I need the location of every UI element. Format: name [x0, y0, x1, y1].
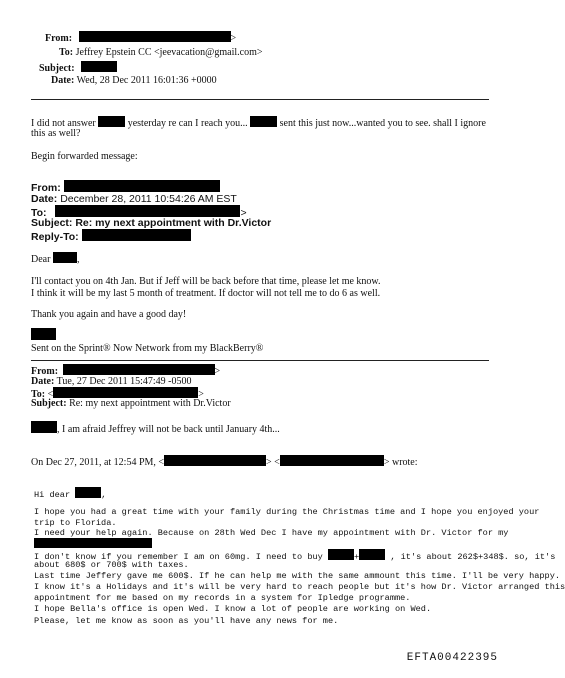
fwd-date-value: December 28, 2011 10:54:26 AM EST: [60, 193, 237, 205]
date-label: Date:: [51, 75, 75, 86]
intro-text: yesterday re can I reach you...: [127, 118, 248, 129]
redaction: [82, 229, 191, 241]
forwarded-label: Begin forwarded message:: [31, 151, 138, 162]
top-from-row: [45, 31, 236, 44]
intro-line-1: [31, 116, 486, 129]
original-p4: Please, let me know as soon as you'll have any news for me.: [34, 616, 339, 626]
reply-to-head: <: [47, 389, 54, 400]
dear-tail: ,: [76, 254, 80, 265]
fwd-from-label: From:: [31, 182, 61, 194]
reply-divider: [31, 360, 489, 361]
fwd-subject-label: Subject:: [31, 217, 73, 229]
quote-intro-text: > <: [266, 457, 280, 468]
fwd-replyto-label: Reply-To:: [31, 231, 79, 243]
header-divider: [31, 99, 489, 100]
reply-to-label: To:: [31, 389, 46, 400]
dear-line: [31, 252, 79, 265]
p3-text: , it's about 262$+348$. so, it's: [390, 552, 556, 562]
from-label: From:: [45, 33, 73, 44]
fwd-replyto-row: [31, 229, 191, 243]
greeting-text: Hi dear: [34, 490, 71, 500]
quote-intro-text: On Dec 27, 2011, at 12:54 PM, <: [31, 457, 165, 468]
reply-date-value: Tue, 27 Dec 2011 15:47:49 -0500: [56, 376, 192, 387]
original-p3-l3: Last time Jeffery gave me 600$. If he can help me with the same ammount this time. I'll be very happy.: [34, 571, 561, 581]
date-value: Wed, 28 Dec 2011 16:01:36 +0000: [76, 75, 217, 86]
sent-on-line: Sent on the Sprint® Now Network from my BlackBerry®: [31, 343, 264, 354]
redaction: [280, 455, 384, 466]
intro-line-2: this as well?: [31, 128, 81, 139]
redaction: [34, 538, 152, 548]
original-p3-l2: about 680$ or 700$ with taxes.: [34, 560, 189, 570]
redaction: [31, 328, 56, 340]
reply-body-text: , I am afraid Jeffrey will not be back until January 4th...: [57, 424, 280, 435]
original-p3-l6: I hope Bella's office is open Wed. I know a lot of people are working on Wed.: [34, 604, 432, 614]
redaction: [359, 549, 385, 560]
fwd-subject-value: Re: my next appointment with Dr.Victor: [75, 217, 272, 229]
redaction: [98, 116, 125, 127]
redaction: [328, 549, 354, 560]
redaction: [75, 487, 101, 498]
redaction: [53, 252, 77, 263]
redaction: [79, 31, 231, 42]
fwd-from-row: [31, 180, 220, 194]
fwd-thanks: Thank you again and have a good day!: [31, 309, 187, 320]
redaction: [53, 387, 198, 398]
original-p1-l2: trip to Florida.: [34, 518, 117, 528]
dear-text: Dear: [31, 254, 51, 265]
reply-subject-value: Re: my next appointment with Dr.Victor: [69, 398, 231, 409]
original-p3-l4: I know it's a Holidays and it's will be very hard to reach people but it's how Dr. Victor arranged this: [34, 582, 565, 592]
bates-number: EFTA00422395: [406, 652, 498, 664]
reply-date-label: Date:: [31, 376, 55, 387]
fwd-date-label: Date:: [31, 193, 58, 205]
quote-intro-line: [31, 455, 418, 468]
p3-plus: +: [353, 552, 360, 562]
greeting-tail: ,: [101, 490, 107, 500]
subject-label: Subject:: [39, 63, 75, 74]
reply-from-label: From:: [31, 366, 59, 377]
reply-date-row: [31, 376, 191, 387]
intro-text: I did not answer: [31, 118, 96, 129]
original-p1-l1: I hope you had a great time with your family during the Christmas time and I hope you enjoyed your: [34, 507, 540, 517]
redaction: [64, 180, 220, 192]
original-p3-l5: appointment for me based on my records in a system for Ipledge programme.: [34, 593, 411, 603]
from-tail: >: [230, 33, 237, 44]
to-value: Jeffrey Epstein CC <jeevacation@gmail.com>: [75, 47, 263, 58]
top-to-row: [59, 47, 263, 58]
quote-intro-text: > wrote:: [383, 457, 418, 468]
fwd-to-label: To:: [31, 207, 47, 219]
reply-subject-label: Subject:: [31, 398, 67, 409]
original-p2-l1: I need your help again. Because on 28th Wed Dec I have my appointment with Dr. Victor for my: [34, 528, 509, 538]
top-date-row: [51, 75, 217, 86]
to-label: To:: [59, 47, 74, 58]
fwd-date-row: [31, 193, 237, 205]
fwd-to-tail: >: [240, 207, 247, 219]
redaction: [31, 421, 57, 433]
redaction: [55, 205, 240, 217]
signature-redaction-row: [31, 328, 56, 342]
fwd-body-line-1: I'll contact you on 4th Jan. But if Jeff will be back before that time, please let me know.: [31, 276, 381, 287]
fwd-body-line-2: I think it will be my last 5 month of treatment. If doctor will not tell me to do 6 as well.: [31, 288, 381, 299]
reply-subject-row: [31, 398, 231, 409]
reply-from-tail: >: [214, 366, 221, 377]
p3-text: I don't know if you remember I am on 60mg. I need to buy: [34, 552, 323, 562]
top-subject-row: [39, 61, 117, 74]
reply-body-line: [31, 421, 280, 435]
redaction: [164, 455, 266, 466]
redaction: [63, 364, 215, 375]
fwd-subject-row: [31, 217, 271, 229]
redaction: [250, 116, 277, 127]
original-greeting: [34, 487, 106, 500]
redaction: [81, 61, 117, 72]
intro-text: sent this just now...wanted you to see. shall I ignore: [279, 118, 486, 129]
reply-to-tail: >: [198, 389, 204, 400]
